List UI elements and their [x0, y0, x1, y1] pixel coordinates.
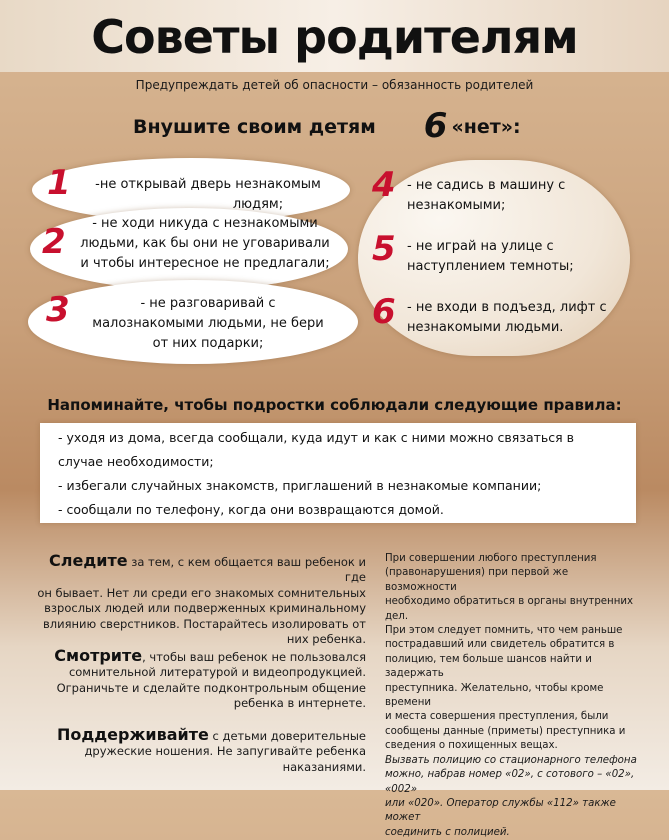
item-4-line-2: незнакомыми; — [407, 198, 506, 213]
item-number-4: 4 — [372, 165, 396, 205]
advice-follow-lead: Следите — [49, 551, 128, 570]
police-line-1: При совершении любого преступления — [385, 553, 597, 564]
rule-line-4: - сообщали по телефону, когда они возвращаются домой. — [58, 502, 444, 517]
item-number-3: 3 — [46, 290, 70, 330]
item-number-1: 1 — [47, 163, 71, 203]
item-text-2 — [70, 214, 340, 274]
police-info — [385, 552, 637, 840]
police-line-5: пострадавший или свидетель обратится в — [385, 639, 615, 651]
advice-follow-line-4: влиянию сверстников. Постарайтесь изолировать от — [43, 616, 366, 631]
item-text-4 — [407, 176, 627, 216]
advice-support-line-3: наказаниями. — [282, 759, 366, 774]
rule-line-1: - уходя из дома, всегда сообщали, куда идут и как с ними можно связаться в — [58, 430, 574, 445]
police-italic-4: соединить с полицией. — [385, 826, 510, 838]
item-6-line-2: незнакомыми людьми. — [407, 320, 564, 335]
item-4-line-1: - не садись в машину с — [407, 178, 566, 193]
section-heading — [133, 106, 521, 146]
advice-support-line-2: дружеские ношения. Не запугивайте ребенка — [84, 744, 366, 759]
heading-suffix: «нет»: — [451, 116, 521, 138]
advice-follow — [36, 553, 366, 647]
item-text-6 — [407, 298, 627, 338]
police-italic-2: можно, набрав номер «02», с сотового – «02», «002» — [385, 769, 635, 795]
item-5-line-1: - не играй на улице с — [407, 239, 554, 254]
item-2-line-3: и чтобы интересное не предлагали; — [80, 256, 330, 271]
item-2-line-2: людьми, как бы они не уговаривали — [80, 236, 330, 251]
item-text-1 — [78, 175, 338, 215]
rule-line-2: случае необходимости; — [58, 454, 214, 469]
heading-prefix: Внушите своим детям — [133, 116, 376, 138]
item-1-line-2: людям; — [232, 197, 284, 212]
item-3-line-1: - не разговаривай с — [140, 296, 276, 311]
advice-watch-lead: Смотрите — [54, 646, 143, 665]
police-line-2: (правонарушения) при первой же возможности — [385, 567, 569, 593]
subtitle: Предупреждать детей об опасности – обязанность родителей — [135, 78, 534, 92]
advice-watch-line-1: , чтобы ваш ребенок не пользовался — [142, 650, 366, 664]
advice-follow-line-1: за тем, с кем общается ваш ребенок и где — [127, 555, 366, 585]
advice-watch — [36, 648, 366, 712]
advice-support-lead: Поддерживайте — [56, 725, 209, 744]
advice-watch-line-2: сомнительной литературой и видеопродукцией. — [68, 665, 366, 680]
item-number-5: 5 — [372, 229, 396, 269]
advice-support-line-1: с детьми доверительные — [208, 729, 366, 743]
advice-follow-line-2: он бывает. Нет ли среди его знакомых сомнительных — [37, 585, 366, 600]
police-line-9: сообщены данные (приметы) преступника и — [385, 725, 626, 737]
item-2-line-1: - не ходи никуда с незнакомыми — [92, 216, 318, 231]
police-line-7: преступника. Желательно, чтобы кроме времени — [385, 682, 604, 709]
advice-watch-line-3: Ограничьте и сделайте подконтрольным общение — [56, 680, 366, 695]
police-line-3: необходимо обратиться в органы внутренних дел. — [385, 596, 634, 622]
rule-line-3: - избегали случайных знакомств, приглашений в незнакомые компании; — [58, 478, 542, 493]
police-italic-1: Вызвать полицию со стационарного телефона — [385, 754, 637, 766]
advice-follow-line-5: них ребенка. — [286, 632, 366, 647]
item-3-line-2: малознакомыми людьми, не бери — [92, 316, 324, 331]
advice-support — [36, 727, 366, 775]
item-5-line-2: наступлением темноты; — [407, 259, 574, 274]
advice-watch-line-4: ребенка в интернете. — [233, 696, 366, 711]
police-italic-3: или «020». Оператор службы «112» также может — [385, 797, 616, 824]
rules-heading: Напоминайте, чтобы подростки соблюдали следующие правила: — [47, 396, 622, 414]
item-text-3 — [78, 294, 338, 354]
item-text-5 — [407, 237, 627, 277]
item-6-line-1: - не входи в подъезд, лифт с — [407, 300, 607, 315]
advice-follow-line-3: взрослых людей или подверженных криминальному — [44, 601, 366, 616]
heading-number: 6 — [423, 106, 448, 146]
item-3-line-3: от них подарки; — [152, 336, 264, 351]
police-line-4: При этом следует помнить, что чем раньше — [385, 625, 623, 637]
item-number-2: 2 — [42, 222, 66, 262]
police-line-10: сведения о похищенных вещах. — [385, 740, 558, 752]
page-title: Советы родителям — [91, 10, 578, 64]
item-1-line-1: -не открывай дверь незнакомым — [95, 177, 321, 192]
police-line-6: полицию, тем больше шансов найти и задержать — [385, 653, 592, 680]
police-line-8: и места совершения преступления, были — [385, 711, 609, 723]
item-number-6: 6 — [372, 292, 396, 332]
